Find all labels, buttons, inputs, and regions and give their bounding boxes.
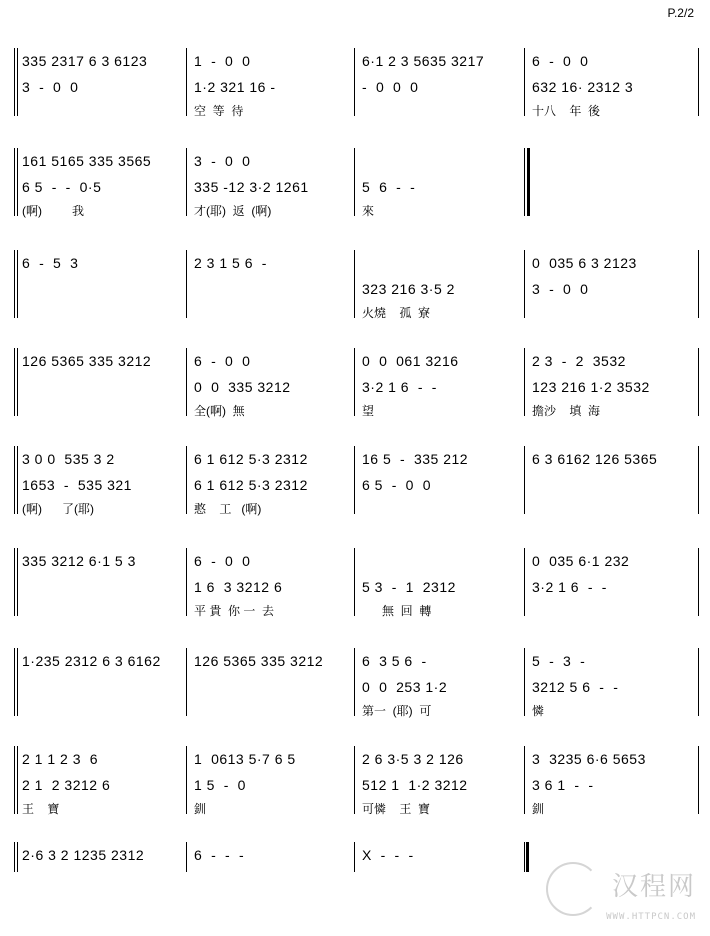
barline bbox=[524, 446, 525, 514]
final-barline bbox=[526, 842, 529, 872]
notation-top: X - - - bbox=[362, 847, 414, 863]
notation-top: 335 3212 6·1 5 3 bbox=[22, 553, 136, 569]
barline bbox=[14, 842, 15, 872]
lyric-text: 望 bbox=[362, 404, 375, 418]
notation-bottom: 3 - 0 0 bbox=[532, 281, 589, 297]
notation-bottom: 0 0 253 1·2 bbox=[362, 679, 448, 695]
score-system bbox=[0, 148, 710, 216]
barline bbox=[698, 250, 699, 318]
barline bbox=[698, 648, 699, 716]
barline bbox=[354, 148, 355, 216]
notation-top: 0 035 6 3 2123 bbox=[532, 255, 637, 271]
lyric-text: 才(耶) 返 (啊) bbox=[194, 204, 272, 218]
notation-top: 2·6 3 2 1235 2312 bbox=[22, 847, 145, 863]
notation-top: 16 5 - 335 212 bbox=[362, 451, 469, 467]
score-system bbox=[0, 648, 710, 716]
barline bbox=[17, 446, 18, 514]
notation-top: 5 - 3 - bbox=[532, 653, 586, 669]
score-system bbox=[0, 48, 710, 116]
notation-top: 6 - 0 0 bbox=[532, 53, 589, 69]
barline bbox=[698, 446, 699, 514]
barline bbox=[14, 548, 15, 616]
barline bbox=[524, 746, 525, 814]
barline bbox=[524, 842, 525, 872]
notation-top: 0 035 6·1 232 bbox=[532, 553, 630, 569]
notation-top: 6 3 5 6 - bbox=[362, 653, 427, 669]
barline bbox=[698, 348, 699, 416]
notation-top: 1 - 0 0 bbox=[194, 53, 251, 69]
lyric-text: 可憐 王 寶 bbox=[362, 802, 431, 816]
barline bbox=[14, 348, 15, 416]
notation-bottom: 6 1 612 5·3 2312 bbox=[194, 477, 308, 493]
watermark-url: WWW.HTTPCN.COM bbox=[606, 912, 696, 922]
notation-bottom: 3·2 1 6 - - bbox=[362, 379, 437, 395]
lyric-text: 釧 bbox=[532, 802, 545, 816]
final-barline bbox=[527, 148, 530, 216]
barline bbox=[524, 548, 525, 616]
notation-top: 126 5365 335 3212 bbox=[22, 353, 152, 369]
notation-top: 6 - 5 3 bbox=[22, 255, 79, 271]
lyric-text: (啊) 我 bbox=[22, 204, 84, 218]
notation-bottom: 2 1 2 3212 6 bbox=[22, 777, 111, 793]
barline bbox=[354, 446, 355, 514]
barline bbox=[17, 648, 18, 716]
notation-bottom: 335 -12 3·2 1261 bbox=[194, 179, 309, 195]
notation-bottom: 1·2 321 16 - bbox=[194, 79, 276, 95]
notation-bottom: - 0 0 0 bbox=[362, 79, 419, 95]
page-number-label: P.2/2 bbox=[667, 6, 694, 20]
barline bbox=[186, 348, 187, 416]
watermark-brand: 汉程网 bbox=[611, 872, 696, 902]
notation-bottom: 632 16· 2312 3 bbox=[532, 79, 634, 95]
barline bbox=[14, 648, 15, 716]
notation-top: 2 6 3·5 3 2 126 bbox=[362, 751, 464, 767]
lyric-text: 第一 (耶) 可 bbox=[362, 704, 432, 718]
notation-bottom: 3212 5 6 - - bbox=[532, 679, 619, 695]
barline bbox=[354, 648, 355, 716]
score-system bbox=[0, 548, 710, 616]
notation-top: 3 0 0 535 3 2 bbox=[22, 451, 115, 467]
lyric-text: 王 寶 bbox=[22, 802, 60, 816]
barline bbox=[524, 148, 525, 216]
lyric-text: 擔沙 填 海 bbox=[532, 404, 601, 418]
notation-top: 6 - 0 0 bbox=[194, 553, 251, 569]
lyric-text: 平 貴 你 一 去 bbox=[194, 604, 275, 618]
score-system bbox=[0, 446, 710, 514]
notation-top: 6 3 6162 126 5365 bbox=[532, 451, 658, 467]
notation-top: 6·1 2 3 5635 3217 bbox=[362, 53, 485, 69]
notation-top: 6 1 612 5·3 2312 bbox=[194, 451, 308, 467]
lyric-text: 無 回 轉 bbox=[362, 604, 432, 618]
barline bbox=[17, 842, 18, 872]
notation-bottom: 5 6 - - bbox=[362, 179, 416, 195]
score-system bbox=[0, 746, 710, 814]
notation-bottom: 1 6 3 3212 6 bbox=[194, 579, 283, 595]
score-system bbox=[0, 348, 710, 416]
notation-bottom: 6 5 - 0 0 bbox=[362, 477, 432, 493]
barline bbox=[524, 250, 525, 318]
barline bbox=[186, 250, 187, 318]
notation-bottom: 3 6 1 - - bbox=[532, 777, 594, 793]
barline bbox=[524, 648, 525, 716]
barline bbox=[524, 48, 525, 116]
barline bbox=[186, 446, 187, 514]
barline bbox=[186, 48, 187, 116]
barline bbox=[354, 746, 355, 814]
notation-bottom: 0 0 335 3212 bbox=[194, 379, 291, 395]
notation-bottom: 3 - 0 0 bbox=[22, 79, 79, 95]
notation-top: 1 0613 5·7 6 5 bbox=[194, 751, 296, 767]
barline bbox=[354, 548, 355, 616]
swirl-icon bbox=[546, 862, 600, 916]
lyric-text: 十八 年 後 bbox=[532, 104, 601, 118]
notation-top: 126 5365 335 3212 bbox=[194, 653, 324, 669]
notation-top: 2 3 - 2 3532 bbox=[532, 353, 626, 369]
notation-bottom: 5 3 - 1 2312 bbox=[362, 579, 456, 595]
barline bbox=[17, 548, 18, 616]
barline bbox=[354, 842, 355, 872]
notation-bottom: 6 5 - - 0·5 bbox=[22, 179, 102, 195]
notation-bottom: 3·2 1 6 - - bbox=[532, 579, 607, 595]
lyric-text: 全(啊) 無 bbox=[194, 404, 245, 418]
notation-top: 6 - - - bbox=[194, 847, 245, 863]
barline bbox=[186, 842, 187, 872]
barline bbox=[14, 446, 15, 514]
lyric-text: (啊) 了(耶) bbox=[22, 502, 94, 516]
notation-bottom: 323 216 3·5 2 bbox=[362, 281, 455, 297]
lyric-text: 憨 工 (啊) bbox=[194, 502, 262, 516]
notation-bottom: 123 216 1·2 3532 bbox=[532, 379, 650, 395]
notation-top: 2 3 1 5 6 - bbox=[194, 255, 267, 271]
barline bbox=[698, 48, 699, 116]
lyric-text: 空 等 待 bbox=[194, 104, 244, 118]
notation-top: 3 - 0 0 bbox=[194, 153, 251, 169]
notation-top: 2 1 1 2 3 6 bbox=[22, 751, 99, 767]
barline bbox=[14, 250, 15, 318]
score-system bbox=[0, 250, 710, 318]
lyric-text: 釧 bbox=[194, 802, 207, 816]
barline bbox=[17, 746, 18, 814]
barline bbox=[17, 250, 18, 318]
notation-bottom: 1 5 - 0 bbox=[194, 777, 246, 793]
barline bbox=[186, 148, 187, 216]
barline bbox=[354, 250, 355, 318]
barline bbox=[524, 348, 525, 416]
notation-bottom: 1653 - 535 321 bbox=[22, 477, 132, 493]
barline bbox=[14, 148, 15, 216]
lyric-text: 火燒 孤 寮 bbox=[362, 306, 431, 320]
notation-bottom: 512 1 1·2 3212 bbox=[362, 777, 468, 793]
notation-top: 161 5165 335 3565 bbox=[22, 153, 152, 169]
barline bbox=[14, 746, 15, 814]
barline bbox=[698, 746, 699, 814]
barline bbox=[14, 48, 15, 116]
notation-top: 3 3235 6·6 5653 bbox=[532, 751, 646, 767]
barline bbox=[698, 548, 699, 616]
barline bbox=[354, 48, 355, 116]
barline bbox=[186, 548, 187, 616]
barline bbox=[17, 48, 18, 116]
notation-top: 1·235 2312 6 3 6162 bbox=[22, 653, 161, 669]
notation-top: 0 0 061 3216 bbox=[362, 353, 459, 369]
barline bbox=[17, 148, 18, 216]
barline bbox=[17, 348, 18, 416]
barline bbox=[186, 648, 187, 716]
lyric-text: 憐 bbox=[532, 704, 545, 718]
barline bbox=[186, 746, 187, 814]
lyric-text: 來 bbox=[362, 204, 375, 218]
notation-top: 6 - 0 0 bbox=[194, 353, 251, 369]
barline bbox=[354, 348, 355, 416]
watermark-logo bbox=[546, 862, 696, 922]
notation-top: 335 2317 6 3 6123 bbox=[22, 53, 148, 69]
